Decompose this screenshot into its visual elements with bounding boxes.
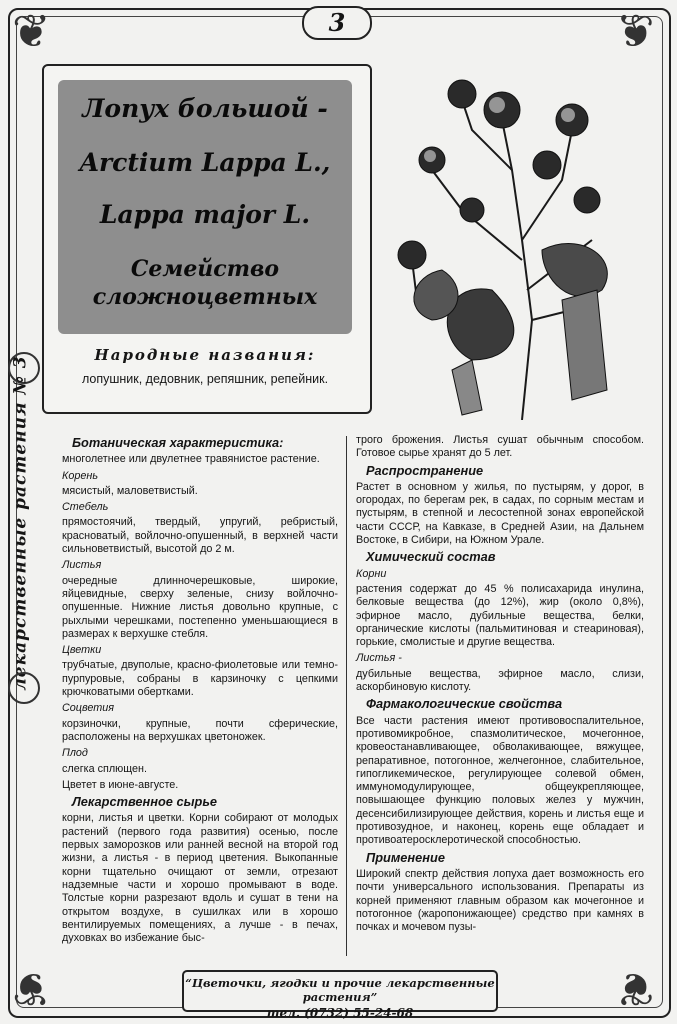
page-number: 3 bbox=[302, 6, 372, 40]
flowers-label: Цветки bbox=[62, 644, 102, 657]
title-family-2: сложноцветных bbox=[92, 284, 318, 310]
corner-ornament-bottom-left: ❦ bbox=[12, 962, 51, 1016]
title-latin-2: Lappa major L. bbox=[99, 200, 311, 229]
inflorescence-label: Соцветия bbox=[62, 702, 115, 715]
title-latin-1: Arctium Lappa L., bbox=[79, 148, 331, 177]
usage-text: Широкий спектр действия лопуха дает возможность его почти универсального использования. Препараты из корней применяют главным образом как мочегонное и потогонное (жаропонижающее) средство при камнях в почках и мочевом пузы- bbox=[356, 867, 644, 934]
side-circle-ornament bbox=[8, 672, 40, 704]
chemistry-heading: Химический состав bbox=[366, 549, 496, 565]
series-title: лекарственные растения № 3 bbox=[11, 355, 32, 691]
corner-ornament-top-right: ❦ bbox=[616, 4, 655, 58]
column-divider bbox=[346, 436, 347, 956]
fruit-label: Плод bbox=[62, 747, 88, 760]
footer-phone: тел. (0732) 55-24-68 bbox=[266, 1006, 414, 1020]
spread-heading: Распространение bbox=[366, 462, 484, 478]
chem-roots-text: растения содержат до 45 % полисахарида инулина, белковые вещества (до 12%), жир (около 0,8%), эфирное масло, дубильные вещества, белки, органические кислоты (пальмитиновая и стеариновая), горькие, смолистые и другие вещества. bbox=[356, 582, 644, 649]
burdock-illustration bbox=[372, 60, 642, 420]
flowers-text: трубчатые, двуполые, красно-фиолетовые или темно-пурпуровые, собраны в карзиночку с цепкими крючковатыми обертками. bbox=[62, 659, 338, 699]
stem-label: Стебель bbox=[62, 501, 109, 514]
footer-box bbox=[182, 970, 498, 1020]
continued-text: трого брожения. Листья сушат обычным способом. Готовое сырье хранят до 5 лет. bbox=[356, 434, 644, 460]
folk-names-heading: Народные названия: bbox=[94, 346, 316, 364]
usage-heading: Применение bbox=[366, 849, 445, 865]
raw-material-text: корни, листья и цветки. Корни собирают от молодых растений (первого года развития) осенью, после первых заморозков или ранней весной на второй год жизни, а листья - в период цветения. Выкопанные корни тщательно очищают от земли, отрезают надземные части и хорошо промывают в воде. Толстые корни разрезают вдоль и сушат в тени на открытом воздухе, в сушилках или в хорошо вентилируемых помещениях, а лучше - в печах, духовках во избежание быс- bbox=[62, 812, 338, 945]
leaves-text: очередные длинночерешковые, широкие, яйцевидные, сверху зеленые, снизу войлочно-опушенные. Нижние листья довольно крупные, с рыхлыми черешками, постепенно уменьшающиеся в размерах к верхушке стебля. bbox=[62, 574, 338, 640]
text-column-right bbox=[356, 434, 644, 937]
pharmacology-text: Все части растения имеют противовоспалительное, противомикробное, спазмолитическое, мочегонное, кровеостанавливающее, обволакивающее, вяжущее, репаративное, потогонное, желчегонное, слабительное, гипогликемическое, регулирующее солевой обмен, иммуномодулирующее, общеукрепляющее, повышающее функцию половых желез у мужчин, десенсибилизирующее действия, корень и листья еще и противозудное, и наконец, корень еще обладает и противоатеросклеротической способностью. bbox=[356, 714, 644, 847]
bloom-text: Цветет в июне-августе. bbox=[62, 778, 179, 791]
fruit-text: слегка сплющен. bbox=[62, 762, 147, 775]
chem-leaves-text: дубильные вещества, эфирное масло, слизи, аскорбиновую кислоту. bbox=[356, 667, 644, 694]
corner-ornament-bottom-right: ❦ bbox=[616, 962, 655, 1016]
chem-roots-label: Корни bbox=[356, 567, 387, 580]
inflorescence-text: корзиночки, крупные, почти сферические, расположены на верхушках цветоножек. bbox=[62, 717, 338, 743]
spread-text: Растет в основном у жилья, по пустырям, у дорог, в огородах, по берегам рек, в садах, по сорным местам и пустырям, в степной и лесостепной зонах европейской части СССР, на Кавказе, в Средней Азии, на Дальнем Востоке, в Сибири, на Южном Урале. bbox=[356, 480, 644, 547]
root-text: мясистый, маловетвистый. bbox=[62, 484, 198, 497]
title-russian: Лопух большой - bbox=[82, 94, 328, 123]
botanical-heading: Ботаническая характеристика: bbox=[72, 435, 284, 450]
footer-slogan: “Цветочки, ягодки и прочие лекарственные растения” bbox=[185, 976, 495, 1004]
corner-ornament-top-left: ❦ bbox=[12, 4, 51, 58]
raw-material-heading: Лекарственное сырье bbox=[72, 794, 218, 810]
folk-names-text: лопушник, дедовник, репяшник, репейник. bbox=[81, 372, 329, 386]
botanical-intro: многолетнее или двулетнее травянистое растение. bbox=[62, 453, 320, 466]
chem-leaves-label: Листья - bbox=[356, 652, 402, 665]
root-label: Корень bbox=[62, 469, 98, 482]
stem-text: прямостоячий, твердый, упругий, ребристый, красноватый, войлочно-опушенный, в верхней части сильноветвистый, высотой до 2 м. bbox=[62, 516, 338, 556]
pharmacology-heading: Фармакологические свойства bbox=[366, 696, 563, 712]
leaves-label: Листья bbox=[62, 559, 102, 572]
title-family-1: Семейство bbox=[130, 256, 280, 282]
text-column-left bbox=[62, 434, 338, 948]
